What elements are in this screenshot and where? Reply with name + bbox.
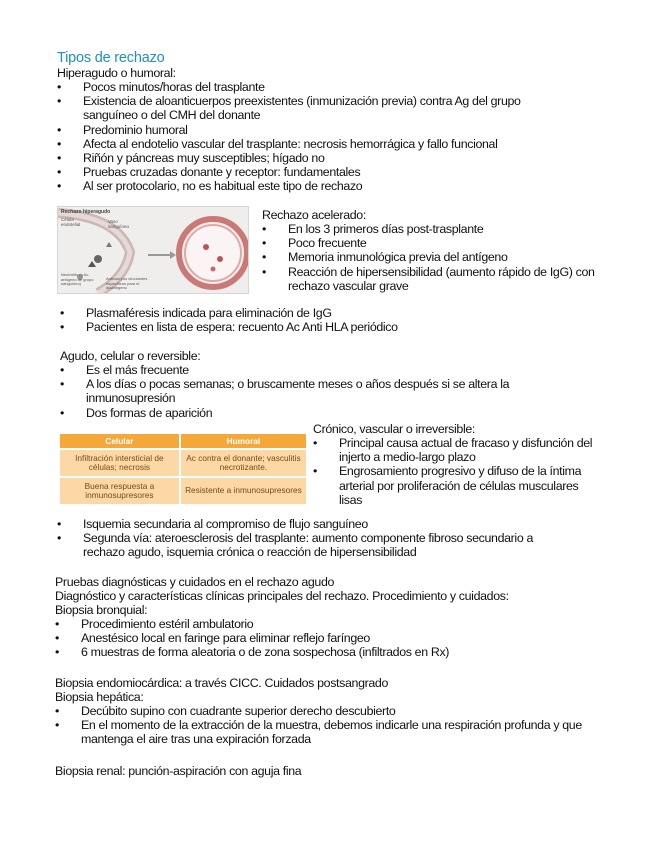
acelerado-heading: Rechazo acelerado: [262, 208, 366, 222]
list-item: • En los 3 primeros días post-trasplante [262, 222, 602, 236]
table-header: Humoral [179, 434, 306, 448]
agudo-list [60, 363, 560, 420]
biopsia-bronquial-list [55, 617, 575, 660]
cronico-extra-list [57, 517, 577, 560]
list-item: • Reacción de hipersensibilidad (aumento rápido de IgG) con rechazo vascular grave [262, 265, 602, 293]
list-item: • Anestésico local en faringe para eliminar reflejo faríngeo [55, 631, 575, 645]
list-item: • Al ser protocolario, no es habitual este tipo de rechazo [57, 179, 577, 193]
table-cell: Infiltración intersticial de células; necrosis [60, 450, 179, 476]
list-item: • Segunda vía: ateroesclerosis del trasplante: aumento componente fibroso secundario a rechazo agudo, isquemia crónica o reacción de hipersensibilidad [57, 531, 577, 559]
cronico-list [313, 436, 601, 507]
agudo-heading: Agudo, celular o reversible: [60, 349, 201, 363]
list-item: • A los días o pocas semanas; o bruscamente meses o años después si se altera la inmunosupresión [60, 377, 560, 405]
table-row [60, 450, 306, 476]
figure-label-cell: Célula endotelial [61, 217, 81, 227]
biopsia-bronquial-heading: Biopsia bronquial: [55, 603, 148, 617]
hiperagudo-heading: Hiperagudo o humoral: [57, 66, 176, 80]
list-item: • Poco frecuente [262, 236, 602, 250]
acelerado-list [262, 222, 602, 293]
list-item: • Existencia de aloanticuerpos preexistentes (inmunización previa) contra Ag del grupo sanguíneo o del CMH del donante [57, 94, 553, 122]
list-item: • Memoria inmunológica previa del antígeno [262, 250, 602, 264]
list-item: • En el momento de la extracción de la muestra, debemos indicarle una respiración profunda y que mantenga el aire tras una expiración forzada [55, 718, 595, 746]
list-item: • Plasmaféresis indicada para eliminación de IgG [60, 306, 580, 320]
rejection-types-table [60, 432, 306, 506]
figure-label-antibody: Anticuerpos circulantes específicos para el aloantígeno [106, 276, 148, 290]
figure-label-neutrophil: Neutrófilo (o Ac. antígeno de grupo sanguíneo) [61, 272, 94, 286]
biopsia-endomiocardica: Biopsia endomiocárdica: a través CICC. Cuidados postsangrado [55, 676, 389, 690]
list-item: • Predominio humoral [57, 123, 577, 137]
biopsia-hepatica-list [55, 704, 595, 747]
table-cell: Buena respuesta a inmunosupresores [60, 478, 179, 504]
list-item: • Pacientes en lista de espera: recuento Ac Anti HLA periódico [60, 320, 580, 334]
list-item: • Dos formas de aparición [60, 406, 560, 420]
hyperacute-rejection-figure [57, 206, 249, 294]
table-row [60, 478, 306, 504]
list-item: • Pocos minutos/horas del trasplante [57, 80, 577, 94]
figure-label-vessel: Vaso sanguíneo [108, 219, 130, 229]
biopsia-renal: Biopsia renal: punción-aspiración con aguja fina [55, 764, 302, 778]
table-header: Celular [60, 434, 179, 448]
list-item: • Riñón y páncreas muy susceptibles; hígado no [57, 151, 577, 165]
pruebas-heading: Pruebas diagnósticas y cuidados en el rechazo agudo [55, 575, 335, 589]
list-item: • 6 muestras de forma aleatoria o de zona sospechosa (infiltrados en Rx) [55, 645, 575, 659]
list-item: • Es el más frecuente [60, 363, 560, 377]
page-title: Tipos de rechazo [57, 50, 165, 66]
cronico-heading: Crónico, vascular o irreversible: [313, 422, 475, 436]
figure-title: Rechazo hiperagudo [61, 209, 111, 215]
hiperagudo-list [57, 80, 577, 194]
pruebas-subheading: Diagnóstico y características clínicas principales del rechazo. Procedimiento y cuidados: [55, 589, 509, 603]
list-item: • Principal causa actual de fracaso y disfunción del injerto a medio-largo plazo [313, 436, 601, 464]
list-item: • Procedimiento estéril ambulatorio [55, 617, 575, 631]
table-cell: Resistente a inmunosupresores [179, 478, 306, 504]
list-item: • Decúbito supino con cuadrante superior derecho descubierto [55, 704, 595, 718]
list-item: • Isquemia secundaria al compromiso de flujo sanguíneo [57, 517, 577, 531]
biopsia-hepatica-heading: Biopsia hepática: [55, 690, 144, 704]
acelerado-extra-list [60, 306, 580, 334]
list-item: • Afecta al endotelio vascular del trasplante: necrosis hemorrágica y fallo funcional [57, 137, 577, 151]
list-item: • Pruebas cruzadas donante y receptor: fundamentales [57, 165, 577, 179]
table-cell: Ac contra el donante; vasculitis necrotizante. [179, 450, 306, 476]
list-item: • Engrosamiento progresivo y difuso de la íntima arterial por proliferación de células musculares lisas [313, 464, 601, 507]
